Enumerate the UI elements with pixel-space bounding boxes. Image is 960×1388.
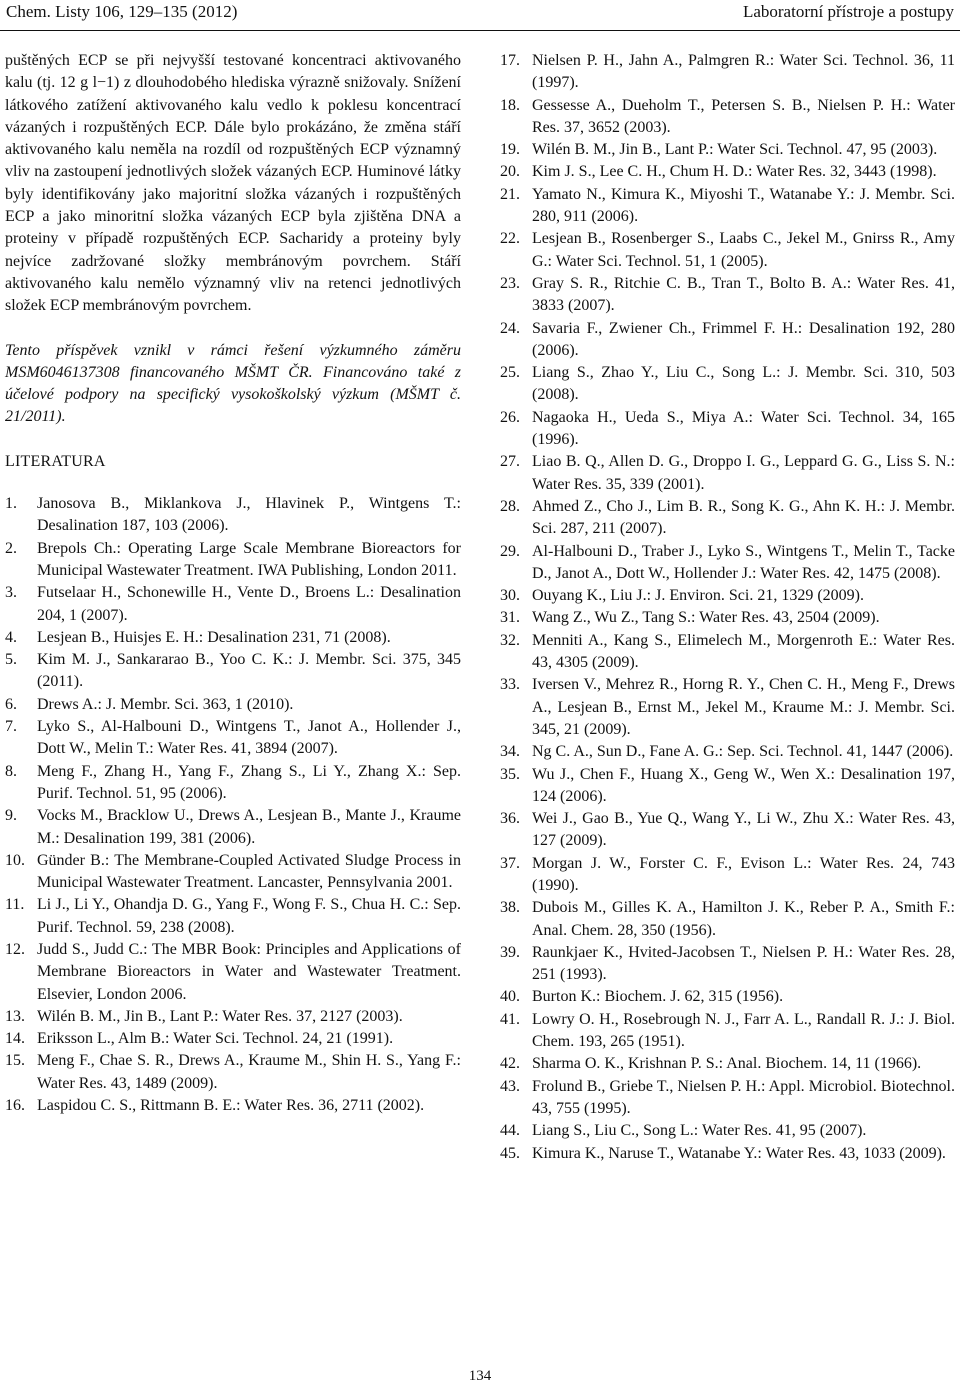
reference-item	[5, 627, 461, 649]
reference-text: Eriksson L., Alm B.: Water Sci. Technol. 24, 21 (1991).	[37, 1030, 394, 1048]
reference-text: Ng C. A., Sun D., Fane A. G.: Sep. Sci. Technol. 41, 1447 (2006).	[532, 743, 954, 761]
reference-item	[500, 451, 955, 496]
reference-item	[500, 607, 955, 629]
reference-text: Burton K.: Biochem. J. 62, 315 (1956).	[532, 988, 784, 1006]
reference-text: Liang S., Liu C., Song L.: Water Res. 41, 95 (2007).	[532, 1122, 867, 1140]
reference-item	[500, 407, 955, 452]
reference-list-left	[5, 493, 461, 1117]
reference-item	[500, 1076, 955, 1121]
reference-text: Wilén B. M., Jin B., Lant P.: Water Res. 37, 2127 (2003).	[37, 1007, 403, 1025]
reference-text: Liao B. Q., Allen D. G., Droppo I. G., Leppard G. G., Liss S. N.: Water Res. 35, 339 (2001).	[532, 453, 955, 493]
reference-number: 30.	[500, 587, 520, 605]
reference-text: Lyko S., Al-Halbouni D., Wintgens T., Janot A., Hollender J., Dott W., Melin T.: Water Res. 41, 3894 (2007).	[37, 718, 461, 758]
reference-item	[500, 674, 955, 741]
reference-item	[5, 1095, 461, 1117]
reference-text: Wu J., Chen F., Huang X., Geng W., Wen X.: Desalination 197, 124 (2006).	[532, 765, 955, 805]
reference-number: 16.	[5, 1097, 25, 1115]
reference-item	[500, 184, 955, 229]
reference-number: 17.	[500, 52, 520, 69]
reference-list-right	[500, 50, 955, 1165]
reference-text: Kimura K., Naruse T., Watanabe Y.: Water Res. 43, 1033 (2009).	[532, 1144, 946, 1162]
reference-number: 7.	[5, 718, 17, 736]
reference-item	[500, 808, 955, 853]
reference-item	[500, 1009, 955, 1054]
reference-text: Gessesse A., Dueholm T., Petersen S. B., Nielsen P. H.: Water Res. 37, 3652 (2003).	[532, 96, 955, 136]
header-divider	[0, 30, 960, 31]
reference-number: 22.	[500, 230, 520, 248]
left-column	[5, 50, 461, 1117]
reference-text: Lesjean B., Rosenberger S., Laabs C., Jekel M., Gnirss R., Amy G.: Water Sci. Technol. 51, 1 (2005).	[532, 230, 955, 270]
reference-text: Lesjean B., Huisjes E. H.: Desalination 231, 71 (2008).	[37, 628, 391, 646]
reference-number: 24.	[500, 319, 520, 337]
reference-number: 27.	[500, 453, 520, 471]
reference-number: 13.	[5, 1007, 25, 1025]
reference-item	[5, 1050, 461, 1095]
reference-number: 38.	[500, 899, 520, 917]
reference-item	[5, 716, 461, 761]
reference-text: Li J., Li Y., Ohandja D. G., Yang F., Wong F. S., Chua H. C.: Sep. Purif. Technol. 59, 238 (2008).	[37, 896, 461, 936]
reference-text: Nielsen P. H., Jahn A., Palmgren R.: Water Sci. Technol. 36, 11 (1997).	[532, 52, 955, 92]
reference-text: Yamato N., Kimura K., Miyoshi T., Watanabe Y.: J. Membr. Sci. 280, 911 (2006).	[532, 185, 955, 226]
reference-item	[5, 493, 461, 538]
reference-item	[500, 362, 955, 407]
reference-item	[5, 850, 461, 895]
reference-text: Savaria F., Zwiener Ch., Frimmel F. H.: Desalination 192, 280 (2006).	[532, 319, 955, 359]
reference-text: Brepols Ch.: Operating Large Scale Membrane Bioreactors for Municipal Wastewater Treatment. IWA Publishing, London 2011.	[37, 539, 461, 579]
reference-text: Al-Halbouni D., Traber J., Lyko S., Wintgens T., Melin T., Tacke D., Janot A., Dott W., Hollender J.: Water Res. 42, 1475 (2008).	[532, 542, 955, 582]
reference-number: 4.	[5, 628, 17, 646]
reference-text: Iversen V., Mehrez R., Horng R. Y., Chen C. H., Meng F., Drews A., Lesjean B., Ernst M., Jekel M., Kraume M.: J. Membr. Sci. 345, 21 (2009).	[532, 676, 955, 738]
reference-text: Janosova B., Miklankova J., Hlavinek P., Wintgens T.: Desalination 187, 103 (2006).	[37, 495, 461, 535]
reference-item	[5, 582, 461, 627]
reference-number: 36.	[500, 810, 520, 828]
reference-item	[5, 1028, 461, 1050]
conclusion-paragraph: puštěných ECP se při nejvyšší testované koncentraci aktivovaného kalu (tj. 12 g l−1) z dlouhodobého hlediska výrazně snižovaly. Snížení látkového zatížení aktivovaného kalu vedlo k poklesu koncentrací vázaných i rozpuštěných ECP. Dále bylo prokázáno, že změna stáří aktivovaného kalu neměla na rozdíl od rozpuštěných ECP významný vliv na zastoupení jednotlivých složek vázaných ECP. Huminové látky byly identifikovány jako majoritní složka vázaných i rozpuštěných ECP a jako minoritní složka vázaných ECP byla zjištěna DNA a proteiny v případě rozpuštěných ECP. Sacharidy a proteiny byly nejvíce zadržované složky membránovým povrchem. Stáří aktivovaného kalu nemělo významný vliv na retenci jednotlivých složek ECP membránovým povrchem.	[5, 52, 461, 315]
page-number: 134	[468, 1368, 492, 1384]
reference-item	[5, 939, 461, 1006]
reference-item	[500, 541, 955, 586]
reference-number: 40.	[500, 988, 520, 1006]
reference-number: 12.	[5, 940, 25, 958]
reference-item	[500, 764, 955, 809]
reference-item	[500, 1053, 955, 1075]
reference-text: Judd S., Judd C.: The MBR Book: Principles and Applications of Membrane Bioreactors in Water and Wastewater Treatment. Elsevier, London 2006.	[37, 940, 461, 1003]
right-column	[500, 50, 955, 1165]
reference-number: 35.	[500, 765, 520, 783]
reference-number: 28.	[500, 497, 520, 515]
reference-text: Meng F., Chae S. R., Drews A., Kraume M., Shin H. S., Yang F.: Water Res. 43, 1489 (2009).	[37, 1052, 461, 1092]
reference-number: 29.	[500, 542, 520, 560]
reference-item	[5, 538, 461, 583]
reference-number: 20.	[500, 163, 520, 181]
reference-item	[5, 894, 461, 939]
reference-item	[500, 585, 955, 607]
reference-item	[500, 897, 955, 942]
reference-item	[5, 805, 461, 850]
reference-text: Drews A.: J. Membr. Sci. 363, 1 (2010).	[37, 695, 294, 713]
reference-item	[500, 942, 955, 987]
reference-number: 26.	[500, 408, 520, 426]
reference-text: Dubois M., Gilles K. A., Hamilton J. K., Reber P. A., Smith F.: Anal. Chem. 28, 350 (1956).	[532, 899, 955, 939]
reference-text: Wang Z., Wu Z., Tang S.: Water Res. 43, 2504 (2009).	[532, 609, 880, 627]
reference-text: Frolund B., Griebe T., Nielsen P. H.: Appl. Microbiol. Biotechnol. 43, 755 (1995).	[532, 1077, 955, 1117]
reference-text: Vocks M., Bracklow U., Drews A., Lesjean B., Mante J., Kraume M.: Desalination 199, 381 (2006).	[37, 807, 461, 847]
reference-number: 45.	[500, 1144, 520, 1162]
reference-number: 23.	[500, 274, 520, 292]
reference-text: Menniti A., Kang S., Elimelech M., Morgenroth E.: Water Res. 43, 4305 (2009).	[532, 631, 955, 672]
reference-item	[500, 50, 955, 95]
reference-number: 32.	[500, 631, 520, 649]
reference-text: Morgan J. W., Forster C. F., Evison L.: Water Res. 24, 743 (1990).	[532, 854, 955, 894]
reference-item	[500, 986, 955, 1008]
reference-item	[500, 496, 955, 541]
reference-number: 1.	[5, 495, 17, 513]
reference-text: Raunkjaer K., Hvited-Jacobsen T., Nielsen P. H.: Water Res. 28, 251 (1993).	[532, 943, 955, 984]
journal-citation: Chem. Listy 106, 129–135 (2012)	[6, 2, 238, 21]
reference-number: 2.	[5, 539, 17, 557]
reference-item	[500, 1120, 955, 1142]
reference-number: 18.	[500, 96, 520, 114]
literature-heading: LITERATURA	[5, 452, 106, 470]
reference-text: Kim M. J., Sankararao B., Yoo C. K.: J. Membr. Sci. 375, 345 (2011).	[37, 651, 461, 691]
reference-text: Laspidou C. S., Rittmann B. E.: Water Res. 36, 2711 (2002).	[37, 1097, 425, 1115]
reference-item	[500, 273, 955, 318]
running-header	[0, 0, 960, 32]
reference-number: 42.	[500, 1055, 520, 1073]
reference-text: Kim J. S., Lee C. H., Chum H. D.: Water Res. 32, 3443 (1998).	[532, 163, 937, 181]
reference-number: 8.	[5, 762, 17, 780]
reference-item	[500, 630, 955, 675]
reference-number: 37.	[500, 854, 520, 872]
reference-item	[500, 318, 955, 363]
reference-number: 5.	[5, 651, 17, 669]
reference-text: Nagaoka H., Ueda S., Miya A.: Water Sci. Technol. 34, 165 (1996).	[532, 408, 955, 449]
reference-number: 39.	[500, 943, 520, 961]
reference-number: 21.	[500, 185, 520, 203]
reference-item	[500, 1143, 955, 1165]
reference-number: 6.	[5, 695, 17, 713]
reference-number: 25.	[500, 364, 520, 382]
reference-text: Gray S. R., Ritchie C. B., Tran T., Bolto B. A.: Water Res. 41, 3833 (2007).	[532, 274, 955, 315]
reference-number: 44.	[500, 1122, 520, 1140]
reference-item	[5, 694, 461, 716]
reference-item	[500, 139, 955, 161]
reference-item	[500, 161, 955, 183]
reference-item	[500, 853, 955, 898]
reference-number: 34.	[500, 743, 520, 761]
reference-text: Futselaar H., Schonewille H., Vente D., Broens L.: Desalination 204, 1 (2007).	[37, 584, 461, 624]
reference-text: Günder B.: The Membrane-Coupled Activated Sludge Process in Municipal Wastewater Treatment. Lancaster, Pennsylvania 2001.	[37, 851, 461, 892]
reference-text: Lowry O. H., Rosebrough N. J., Farr A. L., Randall R. J.: J. Biol. Chem. 193, 265 (1951).	[532, 1010, 955, 1051]
section-title: Laboratorní přístroje a postupy	[742, 2, 954, 21]
reference-text: Liang S., Zhao Y., Liu C., Song L.: J. Membr. Sci. 310, 503 (2008).	[532, 364, 955, 404]
reference-text: Ahmed Z., Cho J., Lim B. R., Song K. G., Ahn K. H.: J. Membr. Sci. 287, 211 (2007).	[532, 497, 955, 538]
reference-text: Ouyang K., Liu J.: J. Environ. Sci. 21, 1329 (2009).	[532, 587, 864, 605]
reference-number: 43.	[500, 1077, 520, 1095]
reference-number: 41.	[500, 1010, 520, 1028]
reference-number: 19.	[500, 141, 520, 159]
reference-number: 3.	[5, 584, 17, 602]
reference-item	[500, 228, 955, 273]
reference-text: Wei J., Gao B., Yue Q., Wang Y., Li W., Zhu X.: Water Res. 43, 127 (2009).	[532, 810, 955, 850]
reference-number: 33.	[500, 676, 520, 694]
reference-number: 9.	[5, 807, 17, 825]
reference-item	[5, 649, 461, 694]
reference-text: Sharma O. K., Krishnan P. S.: Anal. Biochem. 14, 11 (1966).	[532, 1055, 922, 1073]
reference-number: 11.	[5, 896, 25, 914]
reference-number: 14.	[5, 1030, 25, 1048]
reference-item	[500, 741, 955, 763]
reference-number: 31.	[500, 609, 520, 627]
reference-text: Wilén B. M., Jin B., Lant P.: Water Sci. Technol. 47, 95 (2003).	[532, 141, 938, 159]
acknowledgement-paragraph: Tento příspěvek vznikl v rámci řešení výzkumného záměru MSM6046137308 financovaného MŠMT ČR. Financováno také z účelové podpory na specifický vysokoškolský výzkum (MŠMT č. 21/2011).	[5, 341, 461, 426]
reference-item	[500, 95, 955, 140]
reference-item	[5, 761, 461, 806]
reference-text: Meng F., Zhang H., Yang F., Zhang S., Li Y., Zhang X.: Sep. Purif. Technol. 51, 95 (2006).	[37, 762, 461, 802]
reference-item	[5, 1006, 461, 1028]
reference-number: 15.	[5, 1052, 25, 1070]
reference-number: 10.	[5, 851, 25, 869]
